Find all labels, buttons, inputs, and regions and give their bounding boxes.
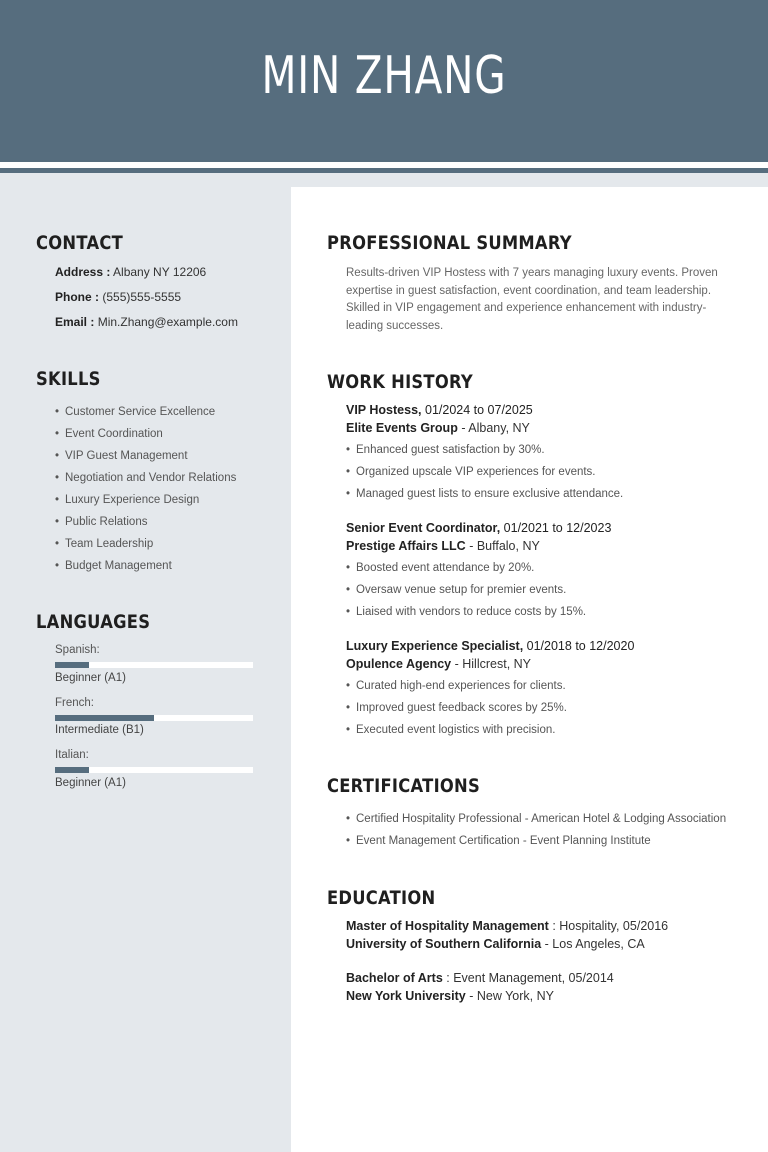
languages-heading: LANGUAGES <box>36 611 151 633</box>
job-role: Luxury Experience Specialist, <box>346 639 524 653</box>
email-value: Min.Zhang@example.com <box>97 315 238 329</box>
education-degree: Bachelor of Arts <box>346 971 443 985</box>
job-company: Prestige Affairs LLC <box>346 539 466 553</box>
certification-item: • Event Management Certification - Event Planning Institute <box>346 832 726 854</box>
skills-list <box>55 403 236 579</box>
language-fill <box>55 715 154 721</box>
job-bullet: • Boosted event attendance by 20%. <box>346 559 586 581</box>
skill-item: • Public Relations <box>55 513 236 535</box>
job-bullet: • Organized upscale VIP experiences for events. <box>346 463 623 485</box>
job-company-line <box>346 421 530 435</box>
job-title-line <box>346 521 611 535</box>
job-bullets <box>346 441 623 507</box>
skill-item: • Event Coordination <box>55 425 236 447</box>
job-bullet: • Curated high-end experiences for clients. <box>346 677 567 699</box>
job-bullet: • Enhanced guest satisfaction by 30%. <box>346 441 623 463</box>
job-title-line <box>346 403 533 417</box>
language-bar-french <box>55 715 253 721</box>
education-detail: : Hospitality, 05/2016 <box>552 919 669 933</box>
education-school: New York University <box>346 989 466 1003</box>
job-bullet: • Oversaw venue setup for premier events. <box>346 581 586 603</box>
education-heading: EDUCATION <box>327 887 436 909</box>
job-bullet: • Executed event logistics with precision. <box>346 721 567 743</box>
summary-text: Results-driven VIP Hostess with 7 years managing luxury events. Proven expertise in guest satisfaction, event coordination, and team leadership. Skilled in VIP engagement and experience enhancement with industry-leading successes. <box>346 267 718 332</box>
education-school-line <box>346 937 645 951</box>
education-location: - New York, NY <box>469 989 554 1003</box>
language-name-italian: Italian: <box>55 749 89 761</box>
job-title-line <box>346 639 634 653</box>
contact-heading: CONTACT <box>36 232 124 254</box>
header-gap <box>0 173 768 187</box>
language-level-french: Intermediate (B1) <box>55 724 144 736</box>
education-detail: : Event Management, 05/2014 <box>446 971 614 985</box>
skill-item: • Budget Management <box>55 557 236 579</box>
certifications-list <box>346 810 726 854</box>
education-school-line <box>346 989 554 1003</box>
address-label: Address : <box>55 265 111 279</box>
education-degree-line <box>346 971 614 985</box>
job-company-line <box>346 539 540 553</box>
certification-item: • Certified Hospitality Professional - American Hotel & Lodging Association <box>346 810 726 832</box>
skills-heading: SKILLS <box>36 368 101 390</box>
language-level-italian: Beginner (A1) <box>55 777 126 789</box>
job-role: Senior Event Coordinator, <box>346 521 501 535</box>
summary-heading: PROFESSIONAL SUMMARY <box>327 232 572 254</box>
contact-email <box>55 315 238 329</box>
language-bar-italian <box>55 767 253 773</box>
job-company-line <box>346 657 531 671</box>
resume-header <box>0 0 768 162</box>
language-bar-spanish <box>55 662 253 668</box>
contact-phone <box>55 290 181 304</box>
job-bullet: • Managed guest lists to ensure exclusive attendance. <box>346 485 623 507</box>
job-location: - Buffalo, NY <box>469 539 540 553</box>
skill-item: • VIP Guest Management <box>55 447 236 469</box>
job-company: Opulence Agency <box>346 657 452 671</box>
sidebar <box>0 187 291 1152</box>
language-fill <box>55 662 89 668</box>
language-level-spanish: Beginner (A1) <box>55 672 126 684</box>
phone-value: (555)555-5555 <box>102 290 182 304</box>
skill-item: • Luxury Experience Design <box>55 491 236 513</box>
job-company: Elite Events Group <box>346 421 458 435</box>
education-degree: Master of Hospitality Management <box>346 919 549 933</box>
job-bullets <box>346 559 586 625</box>
job-location: - Albany, NY <box>461 421 530 435</box>
skill-item: • Team Leadership <box>55 535 236 557</box>
education-school: University of Southern California <box>346 937 542 951</box>
address-value: Albany NY 12206 <box>113 265 207 279</box>
email-label: Email : <box>55 315 95 329</box>
education-degree-line <box>346 919 668 933</box>
language-name-spanish: Spanish: <box>55 644 100 656</box>
education-location: - Los Angeles, CA <box>544 937 645 951</box>
language-name-french: French: <box>55 697 94 709</box>
skill-item: • Negotiation and Vendor Relations <box>55 469 236 491</box>
job-bullet: • Improved guest feedback scores by 25%. <box>346 699 567 721</box>
skill-item: • Customer Service Excellence <box>55 403 236 425</box>
candidate-name: MIN ZHANG <box>261 46 507 106</box>
job-location: - Hillcrest, NY <box>454 657 532 671</box>
certifications-heading: CERTIFICATIONS <box>327 775 481 797</box>
job-dates: 01/2018 to 12/2020 <box>526 639 635 653</box>
contact-address <box>55 265 206 279</box>
phone-label: Phone : <box>55 290 99 304</box>
job-role: VIP Hostess, <box>346 403 422 417</box>
work-heading: WORK HISTORY <box>327 371 474 393</box>
job-dates: 01/2021 to 12/2023 <box>503 521 612 535</box>
language-fill <box>55 767 89 773</box>
job-bullet: • Liaised with vendors to reduce costs by 15%. <box>346 603 586 625</box>
job-bullets <box>346 677 567 743</box>
job-dates: 01/2024 to 07/2025 <box>425 403 533 417</box>
